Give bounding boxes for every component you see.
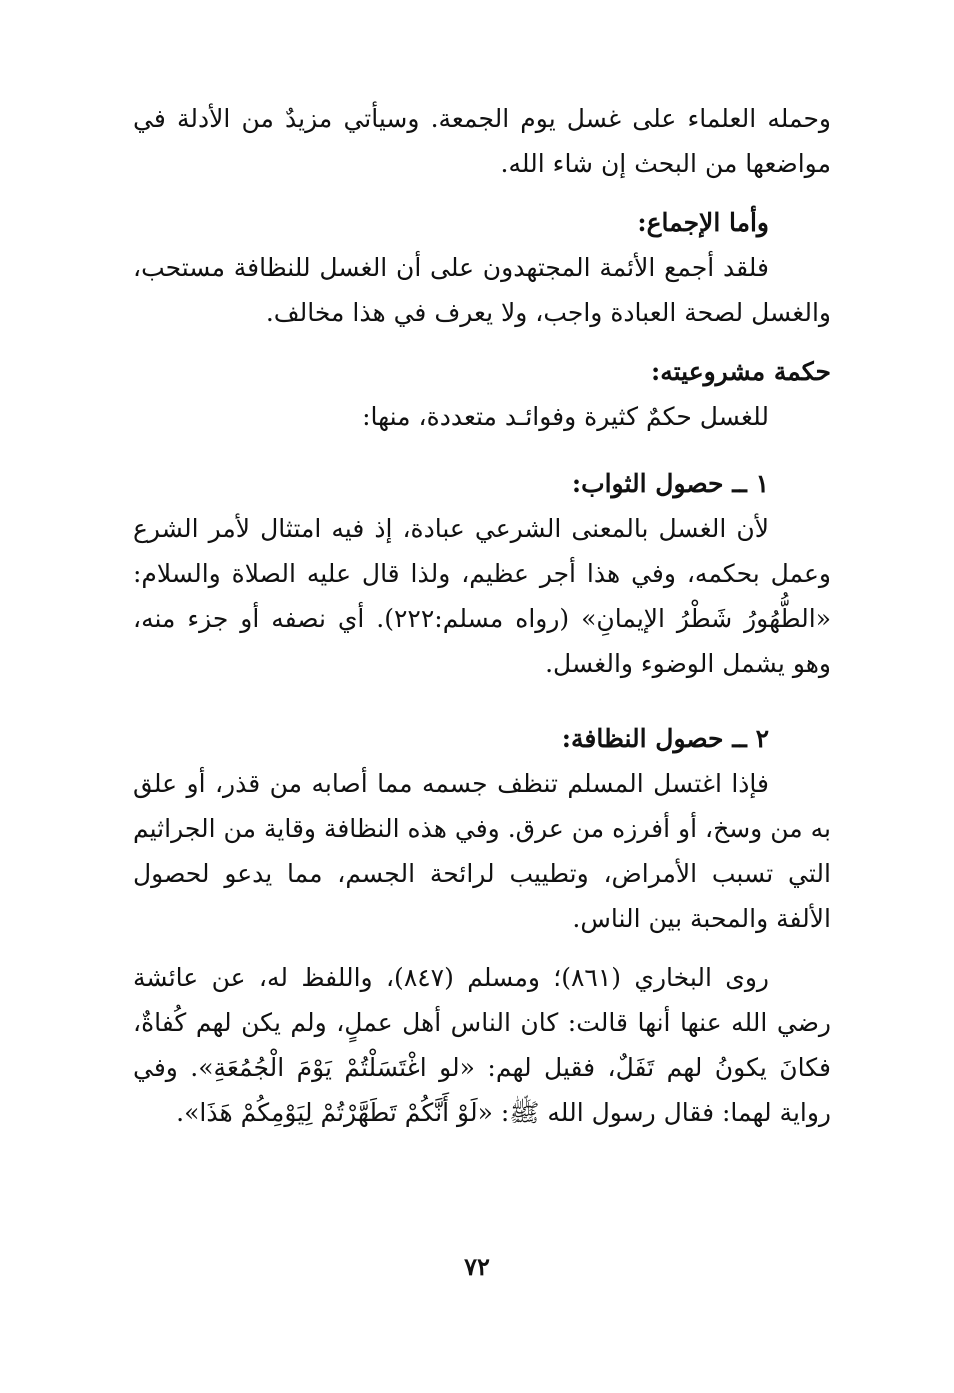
paragraph-point-1: لأن الغسل بالمعنى الشرعي عبادة، إذ فيه امتثال لأمر الشرع وعمل بحكمه، وفي هذا أجر عظيم، ولذا قال عليه الصلاة والسلام: «الطُّهُورُ شَطْرُ الإيمانِ» (رواه مسلم:٢٢٢). أي نصفه أو جزء منه، وهو يشمل الوضوء والغسل. [133, 514, 831, 678]
page-body [133, 96, 831, 1135]
spacer [133, 186, 831, 200]
spacer [133, 686, 831, 716]
spacer [133, 439, 831, 461]
paragraph-hikma: للغسل حكمٌ كثيرة وفوائـد متعددة، منها: [362, 402, 769, 431]
heading-point-2: ٢ ــ حصول النظافة: [561, 724, 769, 753]
paragraph-intro: وحمله العلماء على غسل يوم الجمعة. وسيأتي مزيدٌ من الأدلة في مواضعها من البحث إن شاء الله. [133, 104, 831, 178]
paragraph-point-2: فإذا اغتسل المسلم تنظف جسمه مما أصابه من قذر، أو علق به من وسخ، أو أفرزه من عرق. وفي هذه النظافة وقاية من الجراثيم التي تسبب الأمراض، وتطييب لرائحة الجسم، مما يدعو لحصول الألفة والمحبة بين الناس. [133, 769, 831, 933]
spacer [133, 335, 831, 349]
spacer [133, 941, 831, 955]
page-number: ٧٢ [464, 1252, 490, 1281]
paragraph-hadith: روى البخاري (٨٦١)؛ ومسلم (٨٤٧)، واللفظ له، عن عائشة رضي الله عنها أنها قالت: كان الناس أهل عملٍ، ولم يكن لهم كُفاةٌ، فكانَ يكونُ لهم تَفَلٌ، فقيل لهم: «لو اغْتَسَلْتُمْ يَوْمَ الْجُمُعَةِ». وفي رواية لهما: فقال رسول الله ﷺ: «لَوْ أَنَّكُمْ تَطَهَّرْتُمْ لِيَوْمِكُمْ هَذَا». [133, 963, 831, 1127]
heading-hikma: حكمة مشروعيته: [650, 357, 831, 386]
heading-point-1: ١ ــ حصول الثواب: [571, 469, 769, 498]
paragraph-ijma: فلقد أجمع الأئمة المجتهدون على أن الغسل للنظافة مستحب، والغسل لصحة العبادة واجب، ولا يعرف في هذا مخالف. [133, 253, 831, 327]
heading-ijma: وأما الإجماع: [637, 208, 769, 237]
